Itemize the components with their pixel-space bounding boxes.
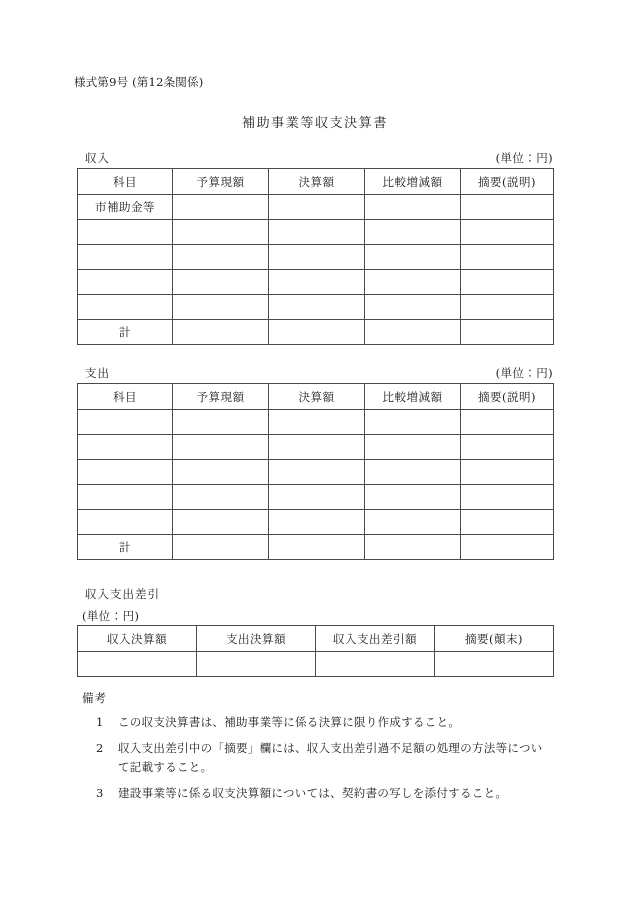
expense-section <box>77 365 553 560</box>
income-table-header-row <box>78 169 554 195</box>
expense-unit-label: (単位：円) <box>495 366 553 380</box>
note-text: この収支決算書は、補助事業等に係る決算に限り作成すること。 <box>118 715 461 729</box>
entry-cell[interactable] <box>461 245 554 270</box>
table-row <box>78 410 554 435</box>
table-row <box>78 245 554 270</box>
expense-section-label: 支出 <box>85 366 110 380</box>
row-label-cell: 計 <box>78 320 173 345</box>
table-row <box>78 510 554 535</box>
entry-cell[interactable] <box>435 652 554 677</box>
table-row <box>78 220 554 245</box>
expense-table-body <box>78 410 554 560</box>
note-number: 3 <box>96 785 104 800</box>
entry-cell[interactable] <box>365 535 461 560</box>
entry-cell[interactable] <box>269 410 365 435</box>
column-header: 決算額 <box>269 169 365 195</box>
entry-cell[interactable] <box>269 270 365 295</box>
column-header: 決算額 <box>269 384 365 410</box>
entry-cell[interactable] <box>173 195 269 220</box>
expense-table <box>77 383 554 560</box>
entry-cell[interactable] <box>461 410 554 435</box>
entry-cell[interactable] <box>197 652 316 677</box>
entry-cell[interactable] <box>461 195 554 220</box>
row-label-cell <box>78 435 173 460</box>
table-total-row <box>78 320 554 345</box>
entry-cell[interactable] <box>461 295 554 320</box>
row-label-cell <box>78 485 173 510</box>
income-table <box>77 168 554 345</box>
row-label-cell <box>78 295 173 320</box>
balance-table-header-row <box>78 626 554 652</box>
entry-cell[interactable] <box>269 295 365 320</box>
income-section-header <box>77 150 553 168</box>
note-number: 1 <box>96 715 104 729</box>
entry-cell[interactable] <box>173 245 269 270</box>
table-row <box>78 485 554 510</box>
entry-cell[interactable] <box>173 220 269 245</box>
entry-cell[interactable] <box>365 195 461 220</box>
table-row <box>78 270 554 295</box>
entry-cell[interactable] <box>269 435 365 460</box>
balance-unit-label: (単位：円) <box>82 609 140 623</box>
entry-cell[interactable] <box>173 320 269 345</box>
entry-cell[interactable] <box>365 460 461 485</box>
column-header: 比較増減額 <box>365 169 461 195</box>
entry-cell[interactable] <box>461 460 554 485</box>
row-label-cell: 計 <box>78 535 173 560</box>
entry-cell[interactable] <box>365 295 461 320</box>
balance-table-body <box>78 652 554 677</box>
entry-cell[interactable] <box>173 435 269 460</box>
entry-cell[interactable] <box>461 535 554 560</box>
row-label-cell <box>78 245 173 270</box>
entry-cell[interactable] <box>365 510 461 535</box>
table-total-row <box>78 535 554 560</box>
entry-cell[interactable] <box>269 220 365 245</box>
note-text: 建設事業等に係る収支決算額については、契約書の写しを添付すること。 <box>118 785 508 800</box>
note-item <box>96 739 552 777</box>
entry-cell[interactable] <box>173 410 269 435</box>
entry-cell[interactable] <box>173 535 269 560</box>
entry-cell[interactable] <box>173 460 269 485</box>
entry-cell[interactable] <box>269 535 365 560</box>
notes-section <box>82 690 552 810</box>
expense-table-header-row <box>78 384 554 410</box>
column-header: 支出決算額 <box>197 626 316 652</box>
income-table-body <box>78 195 554 345</box>
row-label-cell <box>78 652 197 677</box>
income-unit-label: (単位：円) <box>495 151 553 165</box>
row-label-cell: 市補助金等 <box>78 195 173 220</box>
income-section <box>77 150 553 345</box>
table-row <box>78 652 554 677</box>
balance-section-label: 収入支出差引 <box>85 587 160 601</box>
column-header: 科目 <box>78 169 173 195</box>
note-text: 収入支出差引中の「摘要」欄には、収入支出差引過不足額の処理の方法等について記載すること。 <box>118 740 543 774</box>
table-row <box>78 460 554 485</box>
entry-cell[interactable] <box>365 435 461 460</box>
entry-cell[interactable] <box>173 295 269 320</box>
entry-cell[interactable] <box>461 510 554 535</box>
note-item <box>96 784 552 803</box>
table-row <box>78 195 554 220</box>
entry-cell[interactable] <box>269 460 365 485</box>
balance-section <box>77 625 553 677</box>
notes-list <box>82 713 552 803</box>
table-row <box>78 295 554 320</box>
entry-cell[interactable] <box>365 220 461 245</box>
column-header: 収入決算額 <box>78 626 197 652</box>
row-label-cell <box>78 510 173 535</box>
entry-cell[interactable] <box>269 510 365 535</box>
expense-section-header <box>77 365 553 383</box>
entry-cell[interactable] <box>365 485 461 510</box>
column-header: 摘要(顛末) <box>435 626 554 652</box>
column-header: 摘要(説明) <box>461 384 554 410</box>
notes-title: 備考 <box>82 691 107 705</box>
column-header: 比較増減額 <box>365 384 461 410</box>
entry-cell[interactable] <box>173 510 269 535</box>
entry-cell[interactable] <box>461 485 554 510</box>
entry-cell[interactable] <box>365 270 461 295</box>
column-header: 摘要(説明) <box>461 169 554 195</box>
form-number: 様式第9号 (第12条関係) <box>74 75 204 89</box>
column-header: 予算現額 <box>173 384 269 410</box>
entry-cell[interactable] <box>365 320 461 345</box>
row-label-cell <box>78 270 173 295</box>
entry-cell[interactable] <box>461 435 554 460</box>
entry-cell[interactable] <box>173 270 269 295</box>
column-header: 収入支出差引額 <box>316 626 435 652</box>
entry-cell[interactable] <box>461 220 554 245</box>
row-label-cell <box>78 460 173 485</box>
entry-cell[interactable] <box>269 245 365 270</box>
entry-cell[interactable] <box>461 270 554 295</box>
entry-cell[interactable] <box>316 652 435 677</box>
document-title: 補助事業等収支決算書 <box>241 116 388 131</box>
balance-table <box>77 625 554 677</box>
note-number: 2 <box>96 740 104 755</box>
entry-cell[interactable] <box>365 410 461 435</box>
entry-cell[interactable] <box>269 320 365 345</box>
table-row <box>78 435 554 460</box>
entry-cell[interactable] <box>365 245 461 270</box>
column-header: 科目 <box>78 384 173 410</box>
note-item <box>96 713 552 732</box>
row-label-cell <box>78 220 173 245</box>
income-section-label: 収入 <box>85 151 110 165</box>
entry-cell[interactable] <box>173 485 269 510</box>
column-header: 予算現額 <box>173 169 269 195</box>
entry-cell[interactable] <box>269 485 365 510</box>
entry-cell[interactable] <box>269 195 365 220</box>
row-label-cell <box>78 410 173 435</box>
entry-cell[interactable] <box>461 320 554 345</box>
